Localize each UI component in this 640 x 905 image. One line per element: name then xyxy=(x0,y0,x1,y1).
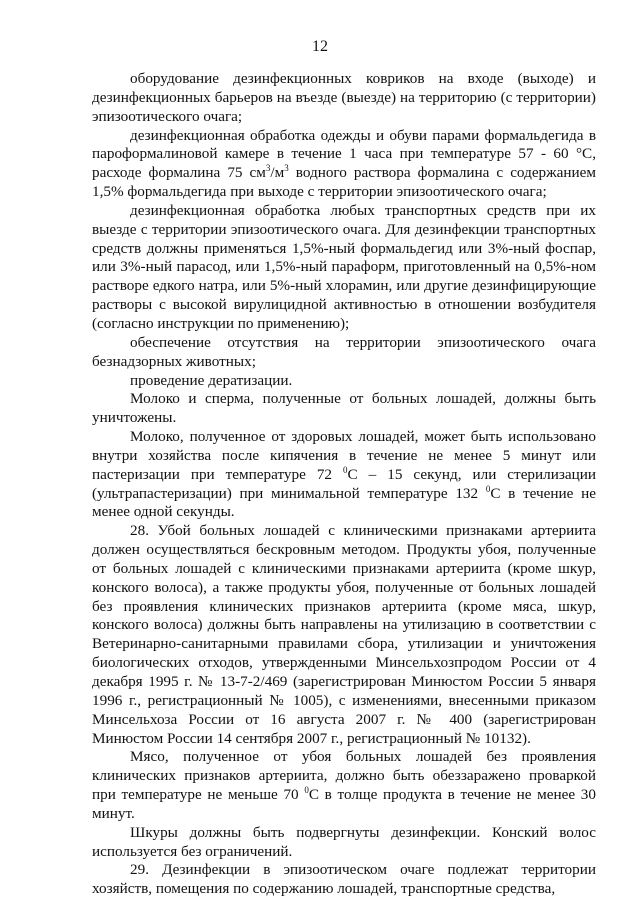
paragraph-hides: Шкуры должны быть подвергнуты дезинфекции. Конский волос используется без ограничений. xyxy=(92,823,596,860)
paragraph-disinfection-mats: оборудование дезинфекционных ковриков на входе (выходе) и дезинфекционных барьеров на въезде (выезде) на территорию (с территории) эпизоотического очага; xyxy=(92,70,596,125)
text-run: С – 15 секунд, или стерилизации (ультрапастеризации) при минимальной температуре 132 xyxy=(92,465,596,502)
document-body xyxy=(92,70,596,899)
text-run: Мясо, полученное от убоя больных лошадей без проявления клинических признаков артериита, должно быть обеззаражено проваркой при температуре не меньше 70 xyxy=(92,748,596,804)
superscript: 3 xyxy=(284,163,289,174)
paragraph-vehicle-disinfection: дезинфекционная обработка любых транспортных средств при их выезде с территории эпизоотического очага. Для дезинфекции транспортных средств должны применяться 1,5%-ный формальдегид или 3%-ный фоспар, или 3%-ный парасод, или 1,5%-ный параформ, приготовленный на 0,5%-ном растворе едкого натра, или 5%-ный хлорамин, или другие дезинфицирующие растворы с высокой вирулицидной активностью в отношении возбудителя (согласно инструкции по применению); xyxy=(92,201,596,332)
paragraph-28-slaughter: 28. Убой больных лошадей с клиническими признаками артериита должен осуществляться бескровным методом. Продукты убоя, полученные от больных лошадей с клиническими признаками артериита (кроме шкур, конского волоса), а также продукты убоя, полученные от больных лошадей без проявления клинических признаков артериита (кроме мяса, шкур, конского волоса) должны быть направлены на утилизацию в соответствии с Ветеринарно-санитарными правилами сбора, утилизации и уничтожения биологических отходов, утвержденными Минсельхозпродом России от 4 декабря 1995 г. № 13-7-2/469 (зарегистрирован Минюстом России 5 января 1996 г., регистрационный № 1005), с изменениями, внесенными приказом Минсельхоза России от 16 августа 2007 г. № 400 (зарегистрирован Минюстом России 14 сентября 2007 г., регистрационный № 10132). xyxy=(92,522,596,747)
text-run: С в толще продукта в течение не менее 30 минут. xyxy=(92,786,596,822)
paragraph-meat-boiling xyxy=(92,748,596,823)
text-run: дезинфекционная обработка одежды и обуви парами формальдегида в пароформалиновой камере в течение 1 часа при температуре 57 - 60 °С, расходе формалина 75 см xyxy=(92,126,596,182)
superscript: 0 xyxy=(343,464,348,475)
text-run: /м xyxy=(270,164,285,182)
paragraph-milk-sperm: Молоко и сперма, полученные от больных лошадей, должны быть уничтожены. xyxy=(92,390,596,427)
paragraph-milk-healthy xyxy=(92,428,596,522)
paragraph-stray-animals: обеспечение отсутствия на территории эпизоотического очага безнадзорных животных; xyxy=(92,333,596,370)
paragraph-deratization: проведение дератизации. xyxy=(130,371,293,389)
text-run: водного раствора формалина с содержанием 1,5% формальдегида при выходе с территории эпизоотического очага; xyxy=(92,164,596,201)
superscript: 0 xyxy=(485,483,491,494)
superscript: 3 xyxy=(265,163,271,174)
paragraph-29-disinfection: 29. Дезинфекции в эпизоотическом очаге подлежат территории хозяйств, помещения по содержанию лошадей, транспортные средства, xyxy=(92,861,596,898)
paragraph-clothing-disinfection xyxy=(92,127,596,202)
text-run: С в течение не менее одной секунды. xyxy=(92,484,596,521)
superscript: 0 xyxy=(304,785,309,796)
page-number: 12 xyxy=(312,38,328,55)
text-run: Молоко, полученное от здоровых лошадей, может быть использовано внутри хозяйства после кипячения в течение не менее 5 минут или пастеризации при температуре 72 xyxy=(92,428,596,483)
